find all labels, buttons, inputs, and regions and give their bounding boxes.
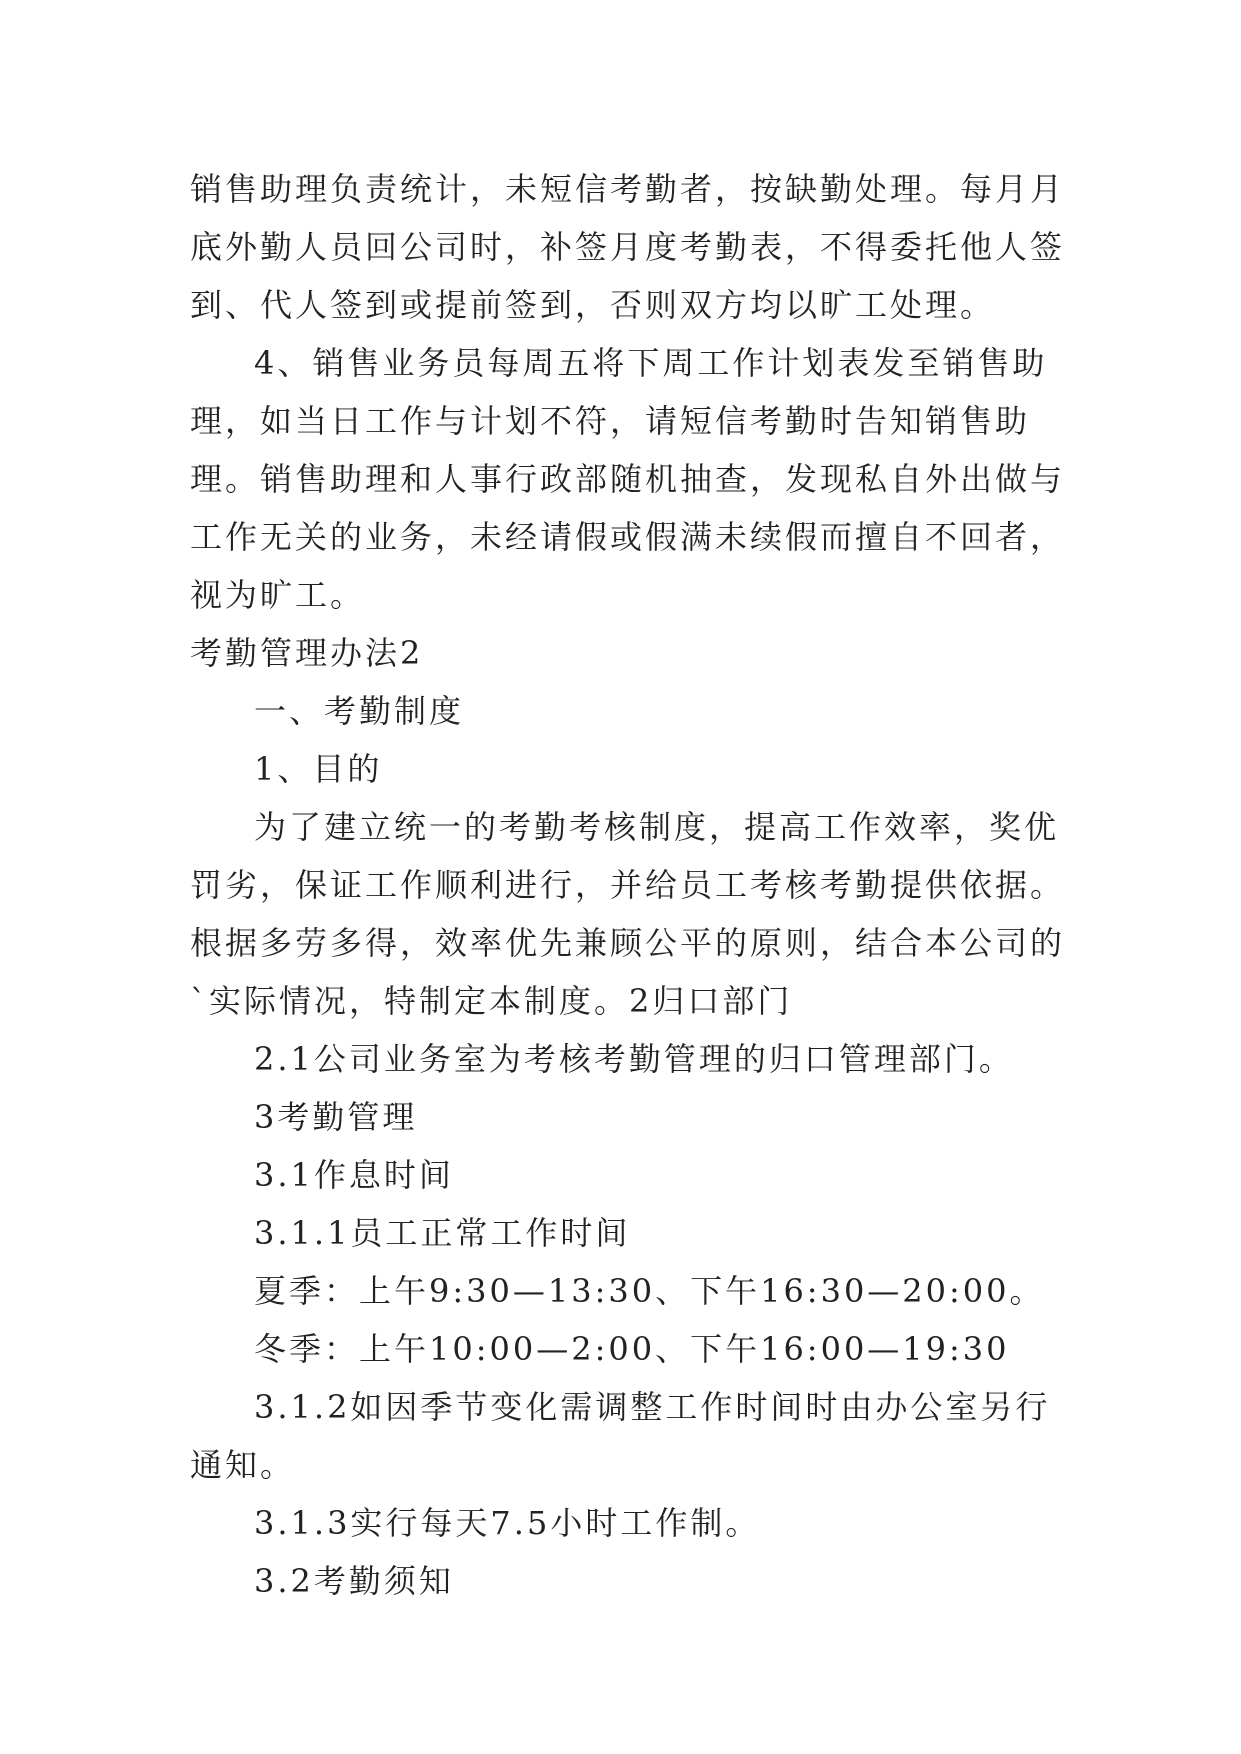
paragraph-dept: 2.1公司业务室为考核考勤管理的归口管理部门。 [254,1040,1014,1078]
heading-attendance-notice: 3.2考勤须知 [254,1562,454,1600]
document-body [190,160,1070,1610]
paragraph-purpose: 为了建立统一的考勤考核制度，提高工作效率，奖优罚劣，保证工作顺利进行，并给员工考核考勤提供依据。根据多劳多得，效率优先兼顾公平的原则，结合本公司的`实际情况，特制定本制度。2归口部门 [190,808,1066,1020]
line-winter-hours: 冬季：上午10:00—2:00、下午16:00—19:30 [254,1330,1010,1368]
section-title: 考勤管理办法2 [190,634,424,672]
line-summer-hours: 夏季：上午9:30—13:30、下午16:30—20:00。 [254,1272,1045,1310]
heading-attendance-management: 3考勤管理 [254,1098,418,1136]
heading-normal-hours: 3.1.1员工正常工作时间 [254,1214,631,1252]
heading-work-hours: 3.1作息时间 [254,1156,454,1194]
paragraph-daily-hours: 3.1.3实行每天7.5小时工作制。 [254,1504,761,1542]
paragraph-seasonal-adjust: 3.1.2如因季节变化需调整工作时间时由办公室另行通知。 [190,1388,1051,1484]
paragraph-weekly-plan: 4、销售业务员每周五将下周工作计划表发至销售助理，如当日工作与计划不符，请短信考勤时告知销售助理。销售助理和人事行政部随机抽查，发现私自外出做与工作无关的业务，未经请假或假满未续假而擅自不回者，视为旷工。 [190,344,1066,614]
heading-purpose: 1、目的 [254,750,383,788]
paragraph-attendance-sms: 销售助理负责统计，未短信考勤者，按缺勤处理。每月月底外勤人员回公司时，补签月度考勤表，不得委托他人签到、代人签到或提前签到，否则双方均以旷工处理。 [190,170,1066,324]
heading-attendance-system: 一、考勤制度 [254,692,465,730]
